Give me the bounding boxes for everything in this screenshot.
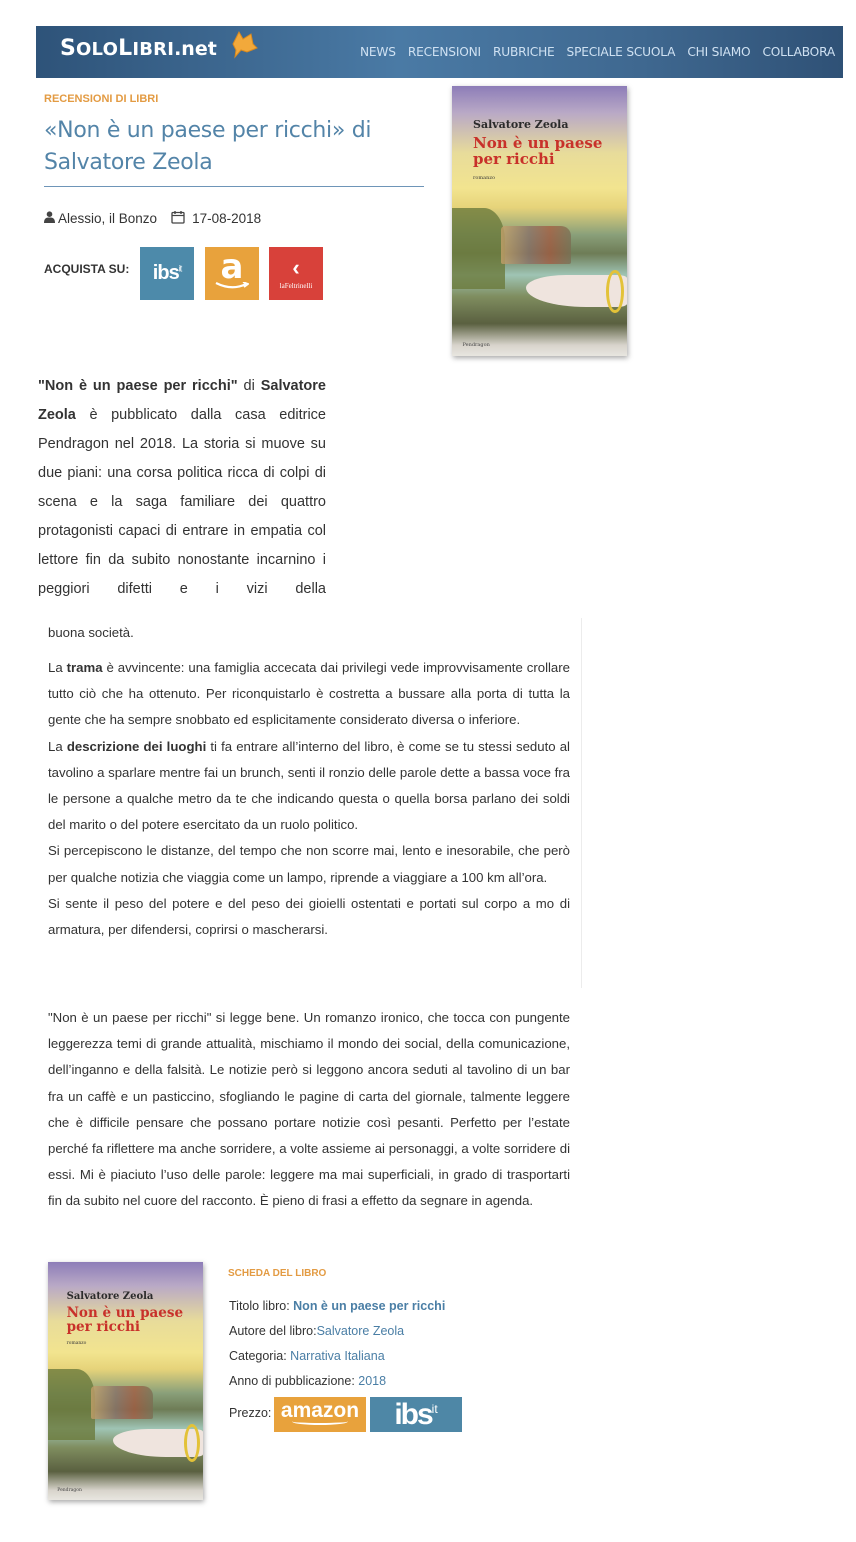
nav-chi-siamo[interactable]: CHI SIAMO: [687, 45, 751, 59]
cover-title-line: per ricchi: [473, 149, 555, 168]
cover-village: [91, 1386, 153, 1419]
book-cover-image[interactable]: [452, 86, 627, 356]
nav-speciale-scuola[interactable]: SPECIALE SCUOLA: [566, 45, 676, 59]
cover-author: Salvatore Zeola: [66, 1290, 154, 1302]
body-text: Si sente il peso del potere e del peso dei gioielli ostentati e portati sul corpo a mo di armatura, per difendersi, coprirsi o mascherarsi.: [48, 895, 570, 938]
buy-ibs-button[interactable]: [140, 247, 194, 300]
cover-author: Salvatore Zeola: [473, 118, 569, 132]
nav-news[interactable]: NEWS: [360, 45, 396, 59]
logo-net: .net: [174, 38, 217, 60]
amazon-logo: [215, 246, 249, 290]
intro-paragraph: [38, 372, 326, 604]
cover-title: [473, 133, 603, 168]
price-ibs-button[interactable]: [370, 1397, 462, 1432]
article-meta: [44, 210, 261, 227]
cover-publisher: Pendragon: [462, 341, 490, 348]
logo-letter: S: [60, 36, 77, 61]
book-year-row: [229, 1374, 386, 1388]
row-label: Autore del libro:: [229, 1324, 317, 1338]
book-card-heading: SCHEDA DEL LIBRO: [228, 1268, 327, 1279]
book-author-row: [229, 1324, 404, 1338]
price-label: Prezzo:: [229, 1406, 272, 1420]
nav-recensioni[interactable]: RECENSIONI: [407, 45, 481, 59]
intro-book-title: "Non è un paese per ricchi": [38, 378, 238, 394]
cover-title-line: Non è un paese: [473, 133, 603, 152]
body-paragraph: buona società.: [48, 625, 134, 640]
book-year-link[interactable]: 2018: [358, 1374, 387, 1388]
intro-author: Salvatore Zeola: [38, 378, 326, 423]
cover-bracelet: [606, 270, 624, 313]
amazon-smile-icon: [215, 282, 249, 290]
nav-collabora[interactable]: COLLABORA: [762, 45, 835, 59]
ibs-text: ibs: [394, 1397, 432, 1431]
body-bold: descrizione dei luoghi: [66, 738, 207, 754]
row-label: Anno di pubblicazione:: [229, 1374, 355, 1388]
logo-text: [60, 36, 174, 61]
feltrinelli-chevron-icon: ‹: [292, 254, 300, 280]
cover-title-line: Non è un paese: [66, 1305, 184, 1322]
ibs-suffix: it: [431, 1401, 438, 1416]
cover-title-line: per ricchi: [66, 1319, 141, 1336]
row-label: Titolo libro:: [229, 1299, 290, 1313]
book-title-row: [229, 1299, 445, 1313]
price-amazon-button[interactable]: [274, 1397, 366, 1432]
intro-text: è pubblicato dalla casa editrice Pendragon nel 2018. La storia si muove su due piani: una corsa politica ricca di colpi di scena e la saga familiare dei quattro protagonisti capaci di entrare in empatia col lettore fin da subito nonostante incarnino i peggiori difetti e i vizi della: [38, 407, 326, 597]
buy-amazon-button[interactable]: [205, 247, 259, 300]
ibs-wordmark: [394, 1398, 437, 1432]
book-title-link[interactable]: Non è un paese per ricchi: [293, 1299, 446, 1313]
cover-subtitle: romanzo: [473, 175, 495, 182]
logo-letters: IBRI: [132, 39, 175, 60]
user-icon: [44, 211, 55, 226]
content-divider: [581, 618, 582, 988]
body-bold: trama: [66, 660, 103, 675]
page-title: «Non è un paese per ricchi» di Salvatore Zeola: [44, 118, 372, 175]
book-author-link[interactable]: Salvatore Zeola: [316, 1324, 405, 1338]
amazon-wordmark: amazon: [280, 1398, 360, 1422]
publish-date: 17-08-2018: [192, 211, 262, 226]
body-text: ti fa entrare all’interno del libro, è come se tu stessi seduto al tavolino a sparlare mentre fai un brunch, senti il ronzio delle parole dette a bassa voce fra le persone a qualche metro da te che indicando questa o quella borsa parlano dei soldi del marito o del potere esercitato da un ruolo politico.: [48, 738, 570, 833]
ibs-suffix: it: [178, 263, 182, 274]
body-paragraph: "Non è un paese per ricchi" si legge bene. Un romanzo ironico, che tocca con pungente leggerezza temi di grande attualità, mischiamo il mondo dei social, della comunicazione, dell’inganno e della falsità. Le notizie però si leggono ancora seduti al tavolino di un bar fra un caffè e un pasticcino, sfogliando le pagine di carta del giornale, talmente leggere che è difficile pensare che possano portare notizie così pesanti. Perfetto per l’estate perché fa riflettere ma anche sorridere, a volte assieme ai personaggi, a volte sorridere di essi. Mi è piaciuto l’uso delle parole: leggere ma mai superficiali, in grado di trasportarti fin da subito nel cuore del racconto. È pieno di frasi a effetto da segnare in agenda.: [48, 1010, 570, 1209]
book-cover-thumbnail[interactable]: [48, 1262, 203, 1500]
calendar-icon: [171, 210, 185, 227]
amazon-a: a: [220, 246, 244, 287]
main-nav: [348, 26, 835, 78]
body-paragraph: [48, 655, 570, 943]
buy-label: ACQUISTA SU:: [44, 262, 130, 276]
author-name[interactable]: Alessio, il Bonzo: [58, 211, 158, 226]
cover-publisher: Pendragon: [57, 1487, 82, 1493]
cover-cliff: [48, 1369, 95, 1440]
article-category[interactable]: RECENSIONI DI LIBRI: [44, 93, 159, 105]
cover-cliff: [452, 208, 505, 289]
site-header: [36, 26, 843, 78]
cover-bracelet: [184, 1424, 200, 1462]
site-logo[interactable]: [60, 36, 217, 68]
ibs-logo: [153, 262, 181, 285]
feltrinelli-name: laFeltrinelli: [279, 281, 313, 290]
cover-title: [67, 1306, 183, 1334]
cover-village: [501, 226, 571, 264]
body-text: è avvincente: una famiglia accecata dai privilegi vede improvvisamente crollare tutto ciò che ha ottenuto. Per riconquistarlo è costretta a bussare alla porta di tutta la gente che ha sempre snobbato ed esplicitamente considerato diversa o inferiore.: [48, 660, 570, 728]
nav-rubriche[interactable]: RUBRICHE: [492, 45, 555, 59]
amazon-smile-icon: [292, 1418, 348, 1425]
speech-bubble-icon: [227, 30, 259, 60]
ibs-text: ibs: [152, 262, 179, 284]
book-category-row: [229, 1349, 385, 1363]
row-label: Categoria:: [229, 1349, 287, 1363]
buy-feltrinelli-button[interactable]: [269, 247, 323, 300]
cover-subtitle: romanzo: [66, 1340, 87, 1346]
title-divider: [44, 186, 424, 187]
book-category-link[interactable]: Narrativa Italiana: [290, 1349, 385, 1363]
body-text: La: [48, 738, 67, 754]
body-text: La: [48, 660, 67, 675]
logo-letter: L: [118, 36, 133, 61]
logo-letters: OLO: [76, 39, 119, 60]
body-text: Si percepiscono le distanze, del tempo che non scorre mai, lento e inesorabile, che però per qualche notizia che viaggia come un lampo, riprende a viaggiare a 100 km all’ora.: [48, 843, 570, 885]
intro-text: di: [237, 378, 261, 394]
